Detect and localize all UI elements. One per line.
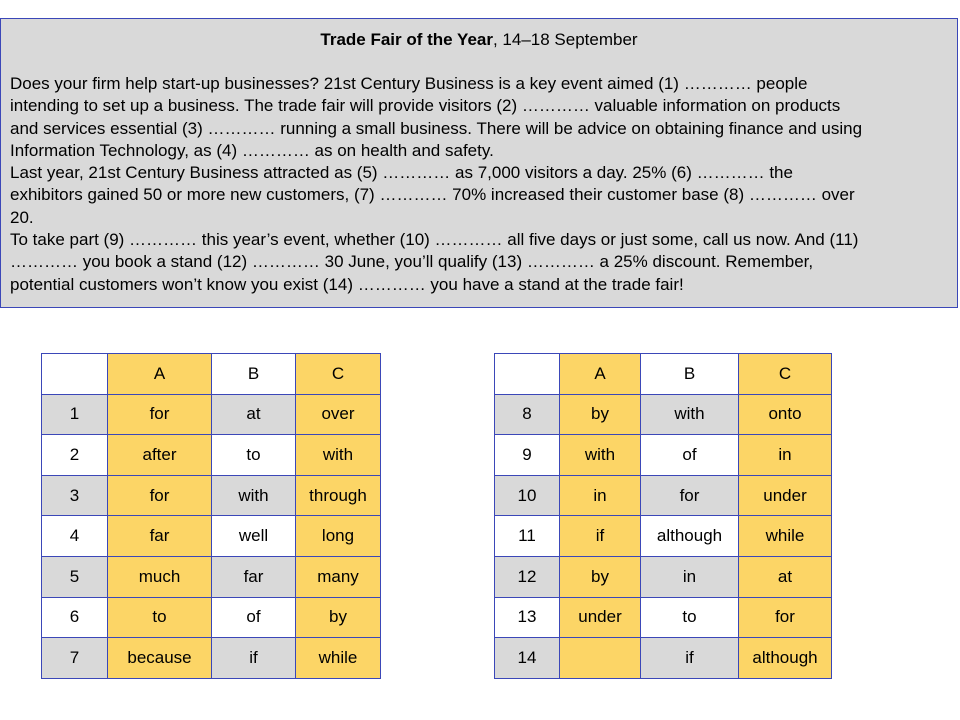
table-row [42, 638, 381, 679]
option-a-cell: much [108, 556, 212, 597]
question-number-cell: 1 [42, 394, 108, 435]
table-row [495, 638, 832, 679]
option-a-cell: by [560, 556, 641, 597]
table-row [42, 435, 381, 476]
option-c-cell: while [739, 516, 832, 557]
option-b-cell: if [641, 638, 739, 679]
option-c-cell: although [739, 638, 832, 679]
option-c-cell: under [739, 475, 832, 516]
option-b-cell: well [212, 516, 296, 557]
passage-line: 20. [10, 207, 34, 227]
passage-line: intending to set up a business. The trade fair will provide visitors (2) ………… valuable information on products [10, 96, 841, 116]
header-number-cell [42, 354, 108, 395]
title-bold: Trade Fair of the Year [320, 30, 493, 49]
option-a-cell [560, 638, 641, 679]
option-c-cell: with [296, 435, 381, 476]
option-b-cell: with [212, 475, 296, 516]
question-number-cell: 11 [495, 516, 560, 557]
option-b-cell: of [641, 435, 739, 476]
option-b-cell: of [212, 597, 296, 638]
table-row [495, 435, 832, 476]
header-number-cell [495, 354, 560, 395]
passage-line: exhibitors gained 50 or more new customers, (7) ………… 70% increased their customer base (8) ………… over [10, 185, 855, 205]
option-b-cell: if [212, 638, 296, 679]
option-c-cell: by [296, 597, 381, 638]
header-b-cell: B [641, 354, 739, 395]
option-c-cell: through [296, 475, 381, 516]
question-number-cell: 12 [495, 556, 560, 597]
option-a-cell: for [108, 394, 212, 435]
table-row [495, 556, 832, 597]
question-number-cell: 4 [42, 516, 108, 557]
option-a-cell: to [108, 597, 212, 638]
table-row [42, 394, 381, 435]
option-c-cell: onto [739, 394, 832, 435]
passage-line: ………… you book a stand (12) ………… 30 June, you’ll qualify (13) ………… a 25% discount. Remember, [10, 252, 814, 272]
table-row [495, 597, 832, 638]
question-number-cell: 2 [42, 435, 108, 476]
option-c-cell: at [739, 556, 832, 597]
option-a-cell: under [560, 597, 641, 638]
passage-line: Information Technology, as (4) ………… as on health and safety. [10, 140, 494, 160]
options-table-left [41, 353, 381, 679]
option-c-cell: many [296, 556, 381, 597]
option-b-cell: far [212, 556, 296, 597]
passage-box [0, 18, 958, 308]
table-row [42, 516, 381, 557]
question-number-cell: 8 [495, 394, 560, 435]
option-c-cell: in [739, 435, 832, 476]
option-b-cell: although [641, 516, 739, 557]
option-c-cell: while [296, 638, 381, 679]
option-b-cell: to [641, 597, 739, 638]
table-header-row [42, 354, 381, 395]
option-a-cell: if [560, 516, 641, 557]
option-a-cell: for [108, 475, 212, 516]
option-a-cell: far [108, 516, 212, 557]
passage-title [10, 29, 948, 51]
table-row [495, 475, 832, 516]
option-b-cell: for [641, 475, 739, 516]
passage-line: potential customers won’t know you exist (14) ………… you have a stand at the trade fair! [10, 274, 684, 294]
header-c-cell: C [739, 354, 832, 395]
passage-line: Does your firm help start-up businesses? 21st Century Business is a key event aimed (1) ………… people [10, 74, 808, 93]
option-b-cell: to [212, 435, 296, 476]
header-a-cell: A [560, 354, 641, 395]
question-number-cell: 7 [42, 638, 108, 679]
option-b-cell: in [641, 556, 739, 597]
question-number-cell: 9 [495, 435, 560, 476]
question-number-cell: 14 [495, 638, 560, 679]
option-c-cell: for [739, 597, 832, 638]
options-table-right [494, 353, 832, 679]
option-c-cell: long [296, 516, 381, 557]
option-a-cell: with [560, 435, 641, 476]
table-header-row [495, 354, 832, 395]
header-c-cell: C [296, 354, 381, 395]
question-number-cell: 5 [42, 556, 108, 597]
option-b-cell: with [641, 394, 739, 435]
option-a-cell: after [108, 435, 212, 476]
header-b-cell: B [212, 354, 296, 395]
passage-line: and services essential (3) ………… running a small business. There will be advice on obtaining finance and using [10, 118, 863, 138]
question-number-cell: 13 [495, 597, 560, 638]
option-a-cell: in [560, 475, 641, 516]
question-number-cell: 3 [42, 475, 108, 516]
table-row [42, 556, 381, 597]
question-number-cell: 6 [42, 597, 108, 638]
passage-line: Last year, 21st Century Business attracted as (5) ………… as 7,000 visitors a day. 25% (6) ………… the [10, 163, 793, 183]
option-a-cell: because [108, 638, 212, 679]
question-number-cell: 10 [495, 475, 560, 516]
header-a-cell: A [108, 354, 212, 395]
table-row [42, 475, 381, 516]
option-c-cell: over [296, 394, 381, 435]
option-b-cell: at [212, 394, 296, 435]
title-rest: , 14–18 September [492, 30, 638, 49]
table-row [495, 394, 832, 435]
option-a-cell: by [560, 394, 641, 435]
passage-line: To take part (9) ………… this year’s event, whether (10) ………… all five days or just some, call us now. And (11) [10, 230, 859, 250]
table-row [495, 516, 832, 557]
table-row [42, 597, 381, 638]
